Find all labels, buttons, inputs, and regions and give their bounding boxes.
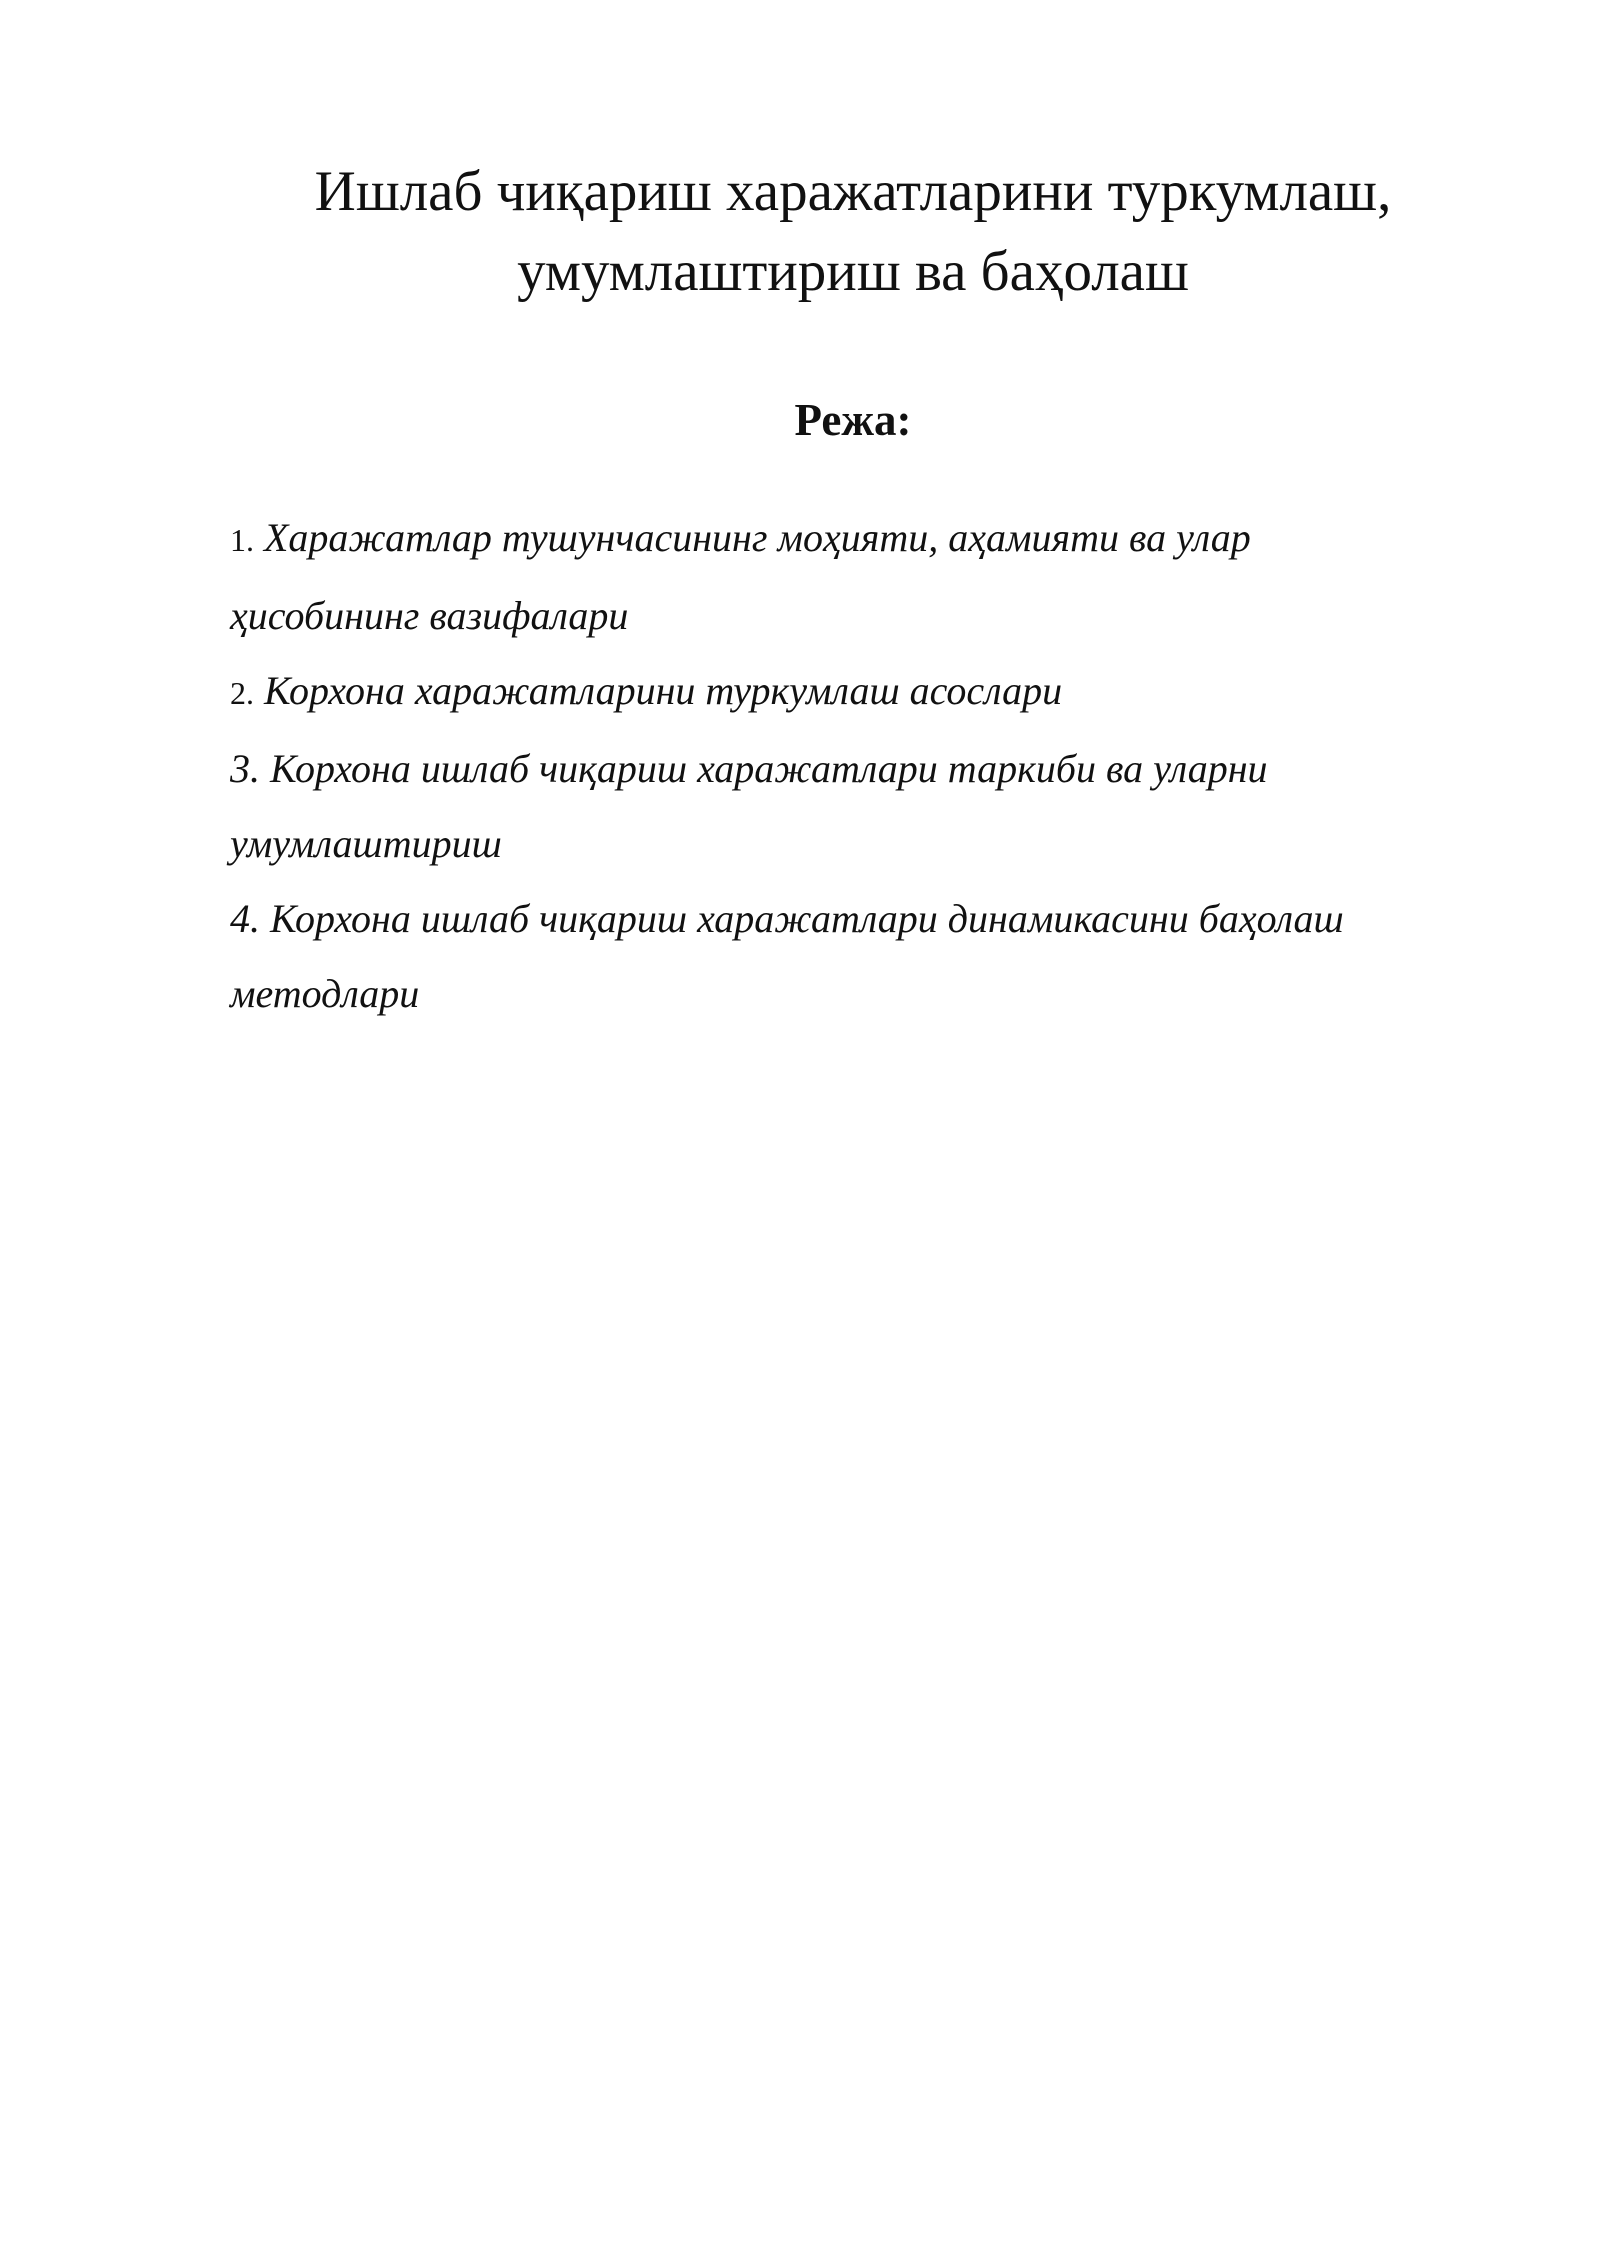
plan-item-4-number: 4. [230,896,260,941]
plan-item-1-text-1: Харажатлар тушунчасининг моҳияти, аҳамияти ва улар [264,515,1251,560]
document-title [0,152,1600,312]
plan-item-3-number: 3. [230,746,260,791]
plan-item-3 [230,731,1490,881]
plan-item-4-text-1: Корхона ишлаб чиқариш харажатлари динамикасини баҳолаш [270,896,1344,941]
plan-item-4 [230,881,1490,1031]
document-title-line-1: Ишлаб чиқариш харажатларини туркумлаш, [314,160,1392,223]
plan-item-3-text-2: умумлаштириш [230,821,502,866]
plan-item-4-text-2: методлари [230,971,420,1016]
document-title-line-2: умумлаштириш ва баҳолаш [517,240,1189,303]
plan-item-2 [230,653,1490,731]
plan-item-4-line-1 [230,881,1490,956]
plan-item-2-line-1 [230,653,1490,731]
plan-item-3-line-1 [230,731,1490,806]
plan-item-1-line-1 [230,500,1490,578]
plan-item-1-number: 1. [230,522,254,558]
plan-heading: Режа: [794,395,912,445]
plan-item-1-text-2: ҳисобининг вазифалари [230,593,629,638]
plan-item-2-text-1: Корхона харажатларини туркумлаш асослари [264,668,1063,713]
plan-item-2-number: 2. [230,675,254,711]
plan-item-1 [230,500,1490,653]
plan-item-3-text-1: Корхона ишлаб чиқариш харажатлари таркиби ва уларни [270,746,1268,791]
plan-list [230,500,1490,1031]
